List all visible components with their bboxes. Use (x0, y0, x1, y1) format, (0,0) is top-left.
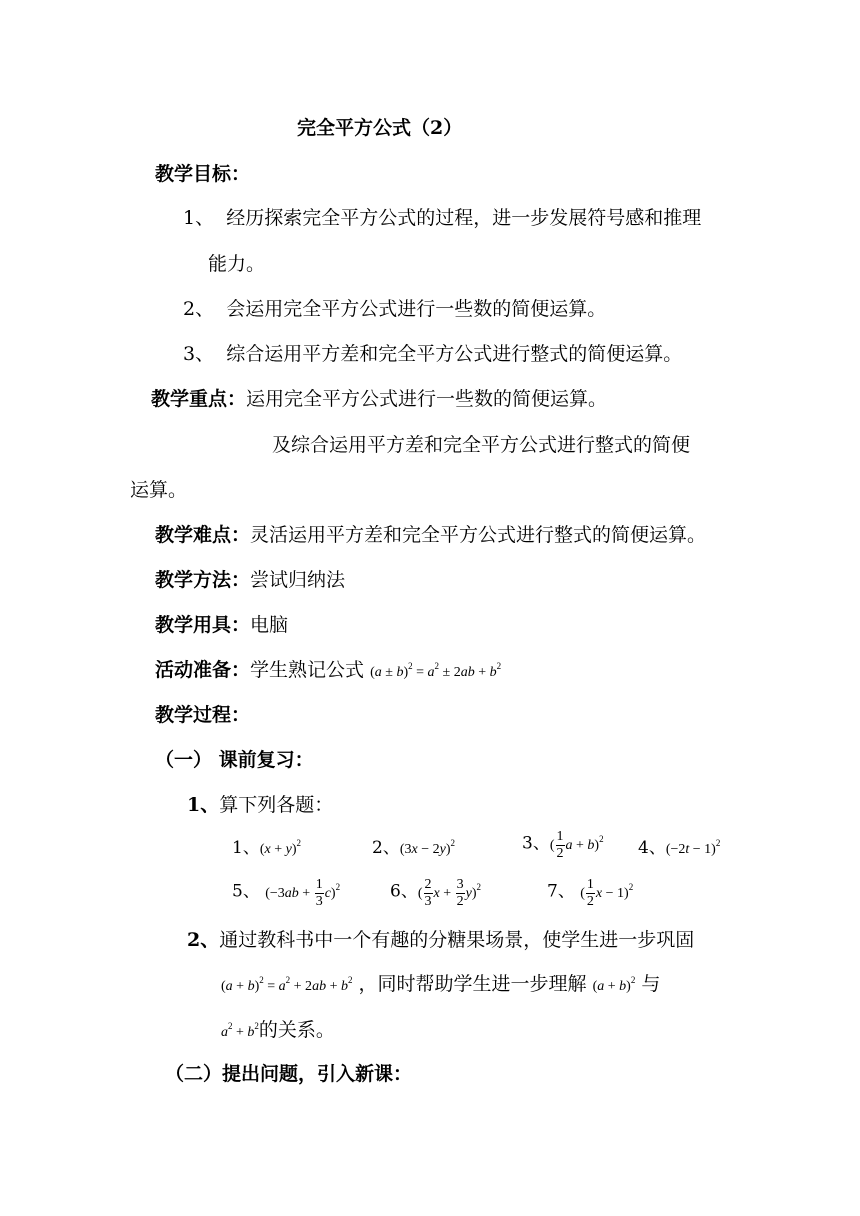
objective-item-2 (183, 297, 606, 321)
method-line (155, 568, 345, 592)
objective-text-2: 会运用完全平方公式进行一些数的简便运算。 (226, 298, 607, 320)
difficulty-text: 灵活运用平方差和完全平方公式进行整式的简便运算。 (250, 524, 707, 546)
key-points-label: 教学重点： (151, 388, 247, 410)
section1-item2-line2 (221, 972, 660, 999)
section1-item2-line1 (187, 928, 694, 952)
section1-item1 (187, 793, 333, 817)
exercise-3: 3、( $\frac{1}{2}$ a + b)$^2$ (522, 829, 604, 861)
prep-text: 学生熟记公式 (250, 659, 365, 681)
objective-num-1: 1、 (183, 207, 215, 229)
objective-item-1 (183, 206, 701, 230)
page-title: 完全平方公式（2） (297, 117, 463, 139)
objective-text-3: 综合运用平方差和完全平方公式进行整式的简便运算。 (226, 343, 683, 365)
method-label: 教学方法： (155, 569, 251, 591)
method-text: 尝试归纳法 (250, 569, 346, 591)
exercise-1-num: 1、 (232, 838, 260, 858)
key-points-text-1: 运用完全平方公式进行一些数的简便运算。 (246, 388, 608, 410)
exercise-2: 2、$(3x - 2y)^2$ (372, 838, 456, 858)
difficulty-line (155, 523, 706, 547)
tools-text: 电脑 (250, 614, 289, 636)
prep-line (155, 658, 501, 685)
tools-label: 教学用具： (155, 614, 251, 636)
section1-item2-text1: 通过教科书中一个有趣的分糖果场景，使学生进一步巩固 (219, 929, 695, 951)
exercise-3-num: 3、 (522, 833, 550, 854)
objective-num-3: 3、 (183, 343, 215, 365)
exercise-1: 1、$(x + y)^2$ (232, 838, 302, 858)
objective-item-3 (183, 342, 682, 366)
exercise-4: 4、$(-2t - 1)^2$ (638, 838, 721, 858)
formula-a-plus-b-squared: $(a + b)^2$ (592, 975, 636, 994)
exercise-7: 7、 ( $\frac{1}{2}$ x − 1)$^2$ (547, 877, 634, 909)
objectives-label: 教学目标： (155, 163, 251, 185)
section1-item2-text3: 与 (641, 973, 661, 995)
objective-text-1-cont: 能力。 (208, 253, 266, 275)
formula-a2-plus-b2: $a^2 + b^2$ (221, 1021, 259, 1040)
section1-item2-num: 2、 (187, 929, 220, 951)
key-points-line-1 (151, 387, 607, 411)
section1-item2-text2: ，同时帮助学生进一步理解 (358, 973, 587, 995)
key-points-text-2: 及综合运用平方差和完全平方公式进行整式的简便 (272, 434, 691, 456)
exercise-5: 5、 (−3ab + $\frac{1}{3}$ c)$^2$ (232, 877, 341, 909)
objective-num-2: 2、 (183, 298, 215, 320)
section1-item1-text: 算下列各题： (219, 794, 334, 816)
section2-heading: （二）提出问题，引入新课： (165, 1063, 413, 1085)
process-label: 教学过程： (155, 704, 251, 726)
exercise-4-num: 4、 (638, 838, 666, 858)
exercise-5-num: 5、 (232, 881, 260, 902)
formula-square-pm: $(a \pm b)^2 = a^2 \pm 2ab + b^2$ (370, 661, 502, 680)
exercise-7-num: 7、 (547, 881, 575, 902)
tools-line (155, 613, 288, 637)
section1-item2-text4: 的关系。 (258, 1019, 335, 1041)
formula-square-plus: $(a + b)^2 = a^2 + 2ab + b^2$ (221, 975, 353, 994)
section1-item2-line3 (221, 1018, 335, 1045)
exercise-6-num: 6、 (390, 881, 418, 902)
section1-item1-num: 1、 (187, 794, 220, 816)
key-points-text-3: 运算。 (130, 479, 188, 501)
difficulty-label: 教学难点： (155, 524, 251, 546)
section1-heading: （一） 课前复习： (155, 749, 314, 771)
objective-text-1: 经历探索完全平方公式的过程，进一步发展符号感和推理 (226, 207, 702, 229)
exercise-6: 6、( $\frac{2}{3}$ x + $\frac{3}{2}$ y)$^2$ (390, 877, 482, 909)
prep-label: 活动准备： (155, 659, 251, 681)
exercise-2-num: 2、 (372, 838, 400, 858)
